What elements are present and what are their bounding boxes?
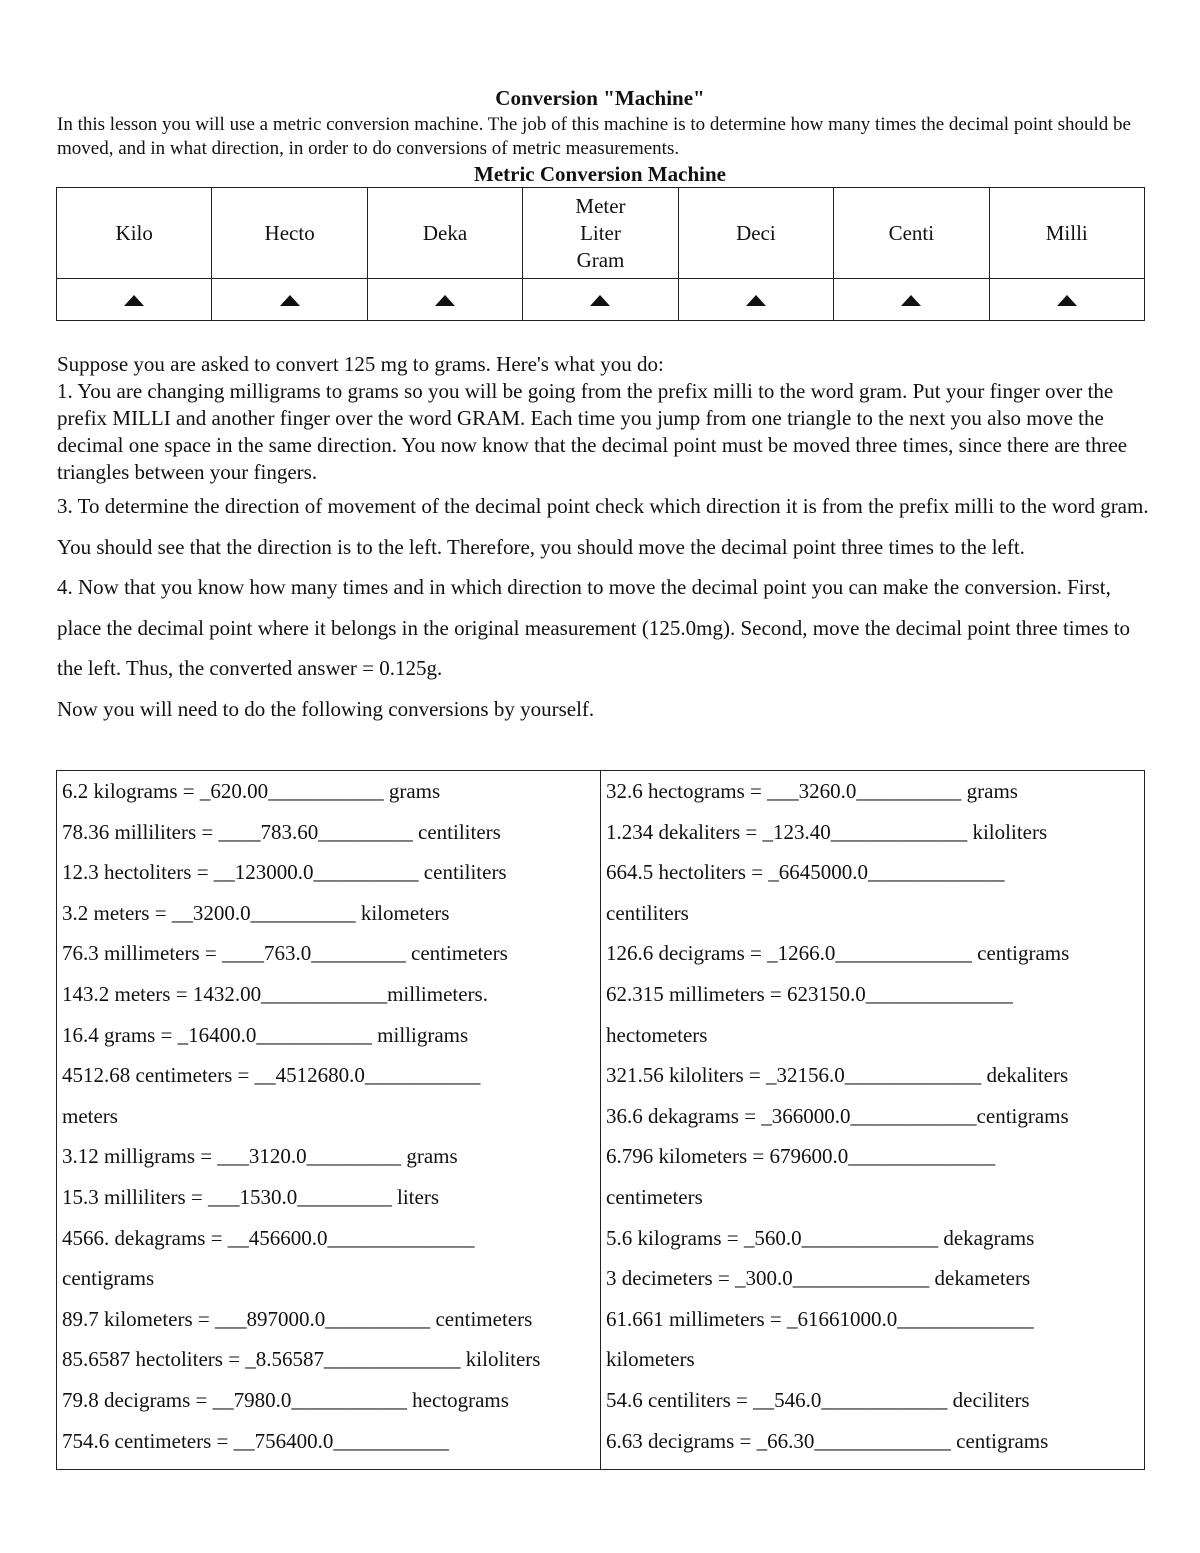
exercise-line: 754.6 centimeters = __756400.0___________ <box>62 1428 449 1453</box>
page-title: Conversion "Machine" <box>495 86 705 110</box>
exercise-line: 143.2 meters = 1432.00____________millimeters. <box>62 981 488 1006</box>
exercise-line: 321.56 kiloliters = _32156.0_____________ dekaliters <box>606 1063 1069 1088</box>
instructions-outro: Now you will need to do the following conversions by yourself. <box>57 696 595 721</box>
exercises-right-column <box>601 771 1145 1470</box>
step-4: 4. Now that you know how many times and in which direction to move the decimal point you can make the conversion. First, place the decimal point where it belongs in the original measurement (125.0mg). Second, move the decimal point three times to the left. Thus, the converted answer = 0.125g. <box>57 575 1131 680</box>
exercise-line: 89.7 kilometers = ___897000.0__________ centimeters <box>62 1306 533 1331</box>
triangle-cell <box>57 279 212 321</box>
base-liter: Liter <box>580 220 621 245</box>
prefix-deci: Deci <box>678 188 833 279</box>
triangle-cell <box>523 279 678 321</box>
step-1: 1. You are changing milligrams to grams so you will be going from the prefix milli to the word gram. Put your finger over the prefix MILLI and another finger over the word GRAM. Each time you jump from one triangle to the next you also move the decimal one space in the same direction. You now know that the decimal point must be moved three times, since there are three triangles between your fingers. <box>57 379 1128 484</box>
exercise-line: 3.2 meters = __3200.0__________ kilometers <box>62 900 450 925</box>
exercise-line: 54.6 centiliters = __546.0____________ deciliters <box>606 1387 1030 1412</box>
exercise-line: kilometers <box>606 1347 695 1372</box>
triangle-up-icon <box>280 295 300 306</box>
exercise-line: 79.8 decigrams = __7980.0___________ hectograms <box>62 1387 509 1412</box>
exercise-line: 3 decimeters = _300.0_____________ dekameters <box>606 1266 1031 1291</box>
triangle-cell <box>834 279 989 321</box>
intro-paragraph: In this lesson you will use a metric conversion machine. The job of this machine is to determine how many times the decimal point should be moved, and in what direction, in order to do conversions of metric measurements. <box>57 114 1131 159</box>
exercise-line: 6.2 kilograms = _620.00___________ grams <box>62 779 441 803</box>
exercises-left-column <box>57 771 601 1470</box>
triangle-up-icon <box>746 295 766 306</box>
exercise-line: 62.315 millimeters = 623150.0______________ <box>606 981 1013 1006</box>
instructions-intro: Suppose you are asked to convert 125 mg to grams. Here's what you do: <box>57 352 664 376</box>
exercise-line: 3.12 milligrams = ___3120.0_________ grams <box>62 1144 458 1169</box>
base-gram: Gram <box>576 247 625 272</box>
prefix-row <box>57 188 1145 279</box>
exercise-line: 61.661 millimeters = _61661000.0_____________ <box>606 1306 1034 1331</box>
exercise-line: 6.796 kilometers = 679600.0______________ <box>606 1144 996 1169</box>
triangle-up-icon <box>590 295 610 306</box>
exercise-line: 1.234 dekaliters = _123.40_____________ kiloliters <box>606 819 1048 844</box>
exercise-line: centiliters <box>606 900 689 925</box>
exercise-line: 126.6 decigrams = _1266.0_____________ centigrams <box>606 941 1070 966</box>
exercise-line: 6.63 decigrams = _66.30_____________ centigrams <box>606 1428 1049 1453</box>
exercise-line: hectometers <box>606 1022 708 1047</box>
prefix-deka: Deka <box>367 188 522 279</box>
exercise-line: 664.5 hectoliters = _6645000.0_____________ <box>606 860 1005 885</box>
triangle-up-icon <box>435 295 455 306</box>
triangle-row <box>57 279 1145 321</box>
triangle-cell <box>678 279 833 321</box>
exercise-line: centimeters <box>606 1184 703 1209</box>
instructions <box>57 351 1152 729</box>
prefix-milli: Milli <box>989 188 1144 279</box>
exercise-line: 4512.68 centimeters = __4512680.0___________ <box>62 1063 481 1088</box>
exercise-line: 76.3 millimeters = ____763.0_________ centimeters <box>62 941 508 966</box>
machine-title: Metric Conversion Machine <box>474 162 726 186</box>
triangle-up-icon <box>124 295 144 306</box>
prefix-hecto: Hecto <box>212 188 367 279</box>
exercise-line: centigrams <box>62 1266 155 1291</box>
exercise-line: 15.3 milliliters = ___1530.0_________ liters <box>62 1184 439 1209</box>
exercise-line: 36.6 dekagrams = _366000.0____________centigrams <box>606 1103 1069 1128</box>
metric-conversion-machine <box>56 187 1145 321</box>
prefix-centi: Centi <box>834 188 989 279</box>
triangle-cell <box>989 279 1144 321</box>
exercise-line: 16.4 grams = _16400.0___________ milligrams <box>62 1022 469 1047</box>
exercise-line: meters <box>62 1103 118 1128</box>
conversion-exercises <box>56 770 1145 1470</box>
triangle-cell <box>212 279 367 321</box>
exercise-line: 4566. dekagrams = __456600.0______________ <box>62 1225 475 1250</box>
exercise-line: 32.6 hectograms = ___3260.0__________ grams <box>606 779 1018 803</box>
base-meter: Meter <box>575 193 626 218</box>
prefix-kilo: Kilo <box>57 188 212 279</box>
triangle-up-icon <box>901 295 921 306</box>
prefix-base-unit <box>523 188 678 279</box>
triangle-up-icon <box>1057 295 1077 306</box>
exercise-line: 85.6587 hectoliters = _8.56587_____________ kiloliters <box>62 1347 541 1372</box>
triangle-cell <box>367 279 522 321</box>
exercise-line: 5.6 kilograms = _560.0_____________ dekagrams <box>606 1225 1035 1250</box>
exercise-line: 78.36 milliliters = ____783.60_________ centiliters <box>62 819 501 844</box>
step-3: 3. To determine the direction of movement of the decimal point check which direction it is from the prefix milli to the word gram. You should see that the direction is to the left. Therefore, you should move the decimal point three times to the left. <box>57 494 1149 559</box>
exercise-line: 12.3 hectoliters = __123000.0__________ centiliters <box>62 860 507 885</box>
